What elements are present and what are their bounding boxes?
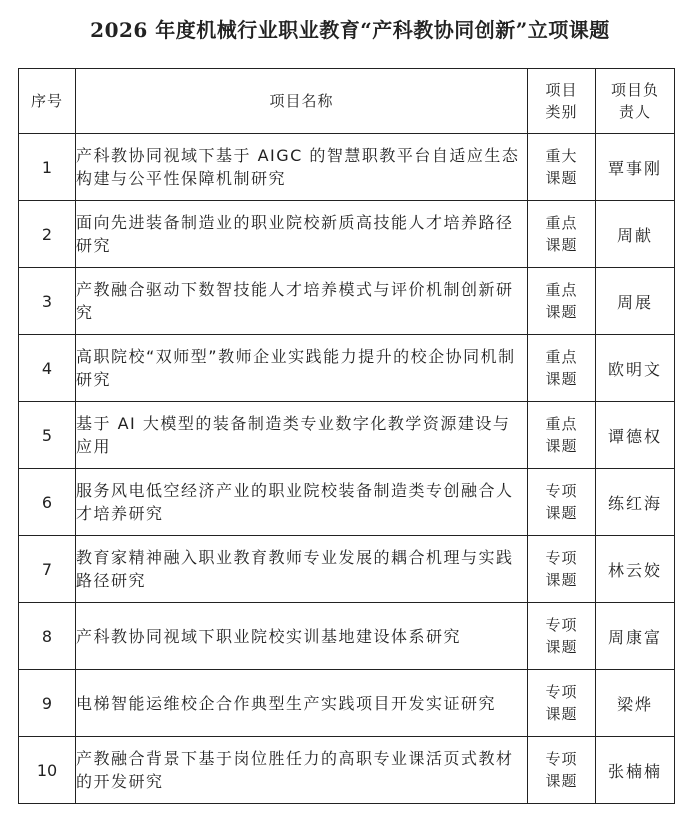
category-line: 课题 xyxy=(545,772,578,790)
category-line: 课题 xyxy=(545,169,578,187)
project-category xyxy=(528,737,596,804)
row-number: 2 xyxy=(19,201,76,268)
category-line: 重点 xyxy=(545,415,578,433)
category-line: 专项 xyxy=(545,482,578,500)
project-category xyxy=(528,469,596,536)
row-number: 6 xyxy=(19,469,76,536)
header-name: 项目名称 xyxy=(76,69,528,134)
category-line: 课题 xyxy=(545,705,578,723)
category-line: 专项 xyxy=(545,549,578,567)
project-category xyxy=(528,402,596,469)
page-title: 2026 年度机械行业职业教育“产科教协同创新”立项课题 xyxy=(90,18,610,42)
project-category xyxy=(528,536,596,603)
table-row xyxy=(19,737,675,804)
project-leader: 练红海 xyxy=(596,469,675,536)
header-no: 序号 xyxy=(19,69,76,134)
project-leader: 欧明文 xyxy=(596,335,675,402)
row-number: 1 xyxy=(19,134,76,201)
category-line: 重点 xyxy=(545,281,578,299)
category-line: 课题 xyxy=(545,303,578,321)
project-name: 电梯智能运维校企合作典型生产实践项目开发实证研究 xyxy=(76,670,528,737)
header-category-line: 类别 xyxy=(545,103,578,121)
table-row xyxy=(19,469,675,536)
project-name: 服务风电低空经济产业的职业院校装备制造类专创融合人才培养研究 xyxy=(76,469,528,536)
category-line: 课题 xyxy=(545,504,578,522)
row-number: 9 xyxy=(19,670,76,737)
table-row xyxy=(19,402,675,469)
table-header-row xyxy=(19,69,675,134)
project-name: 面向先进装备制造业的职业院校新质高技能人才培养路径研究 xyxy=(76,201,528,268)
row-number: 5 xyxy=(19,402,76,469)
project-category xyxy=(528,335,596,402)
project-leader: 周康富 xyxy=(596,603,675,670)
project-category xyxy=(528,134,596,201)
project-leader: 张楠楠 xyxy=(596,737,675,804)
project-name: 产教融合驱动下数智技能人才培养模式与评价机制创新研究 xyxy=(76,268,528,335)
row-number: 7 xyxy=(19,536,76,603)
category-line: 课题 xyxy=(545,638,578,656)
row-number: 10 xyxy=(19,737,76,804)
project-leader: 覃事刚 xyxy=(596,134,675,201)
project-leader: 周献 xyxy=(596,201,675,268)
category-line: 重点 xyxy=(545,214,578,232)
category-line: 课题 xyxy=(545,370,578,388)
project-name: 产教融合背景下基于岗位胜任力的高职专业课活页式教材的开发研究 xyxy=(76,737,528,804)
project-name: 基于 AI 大模型的装备制造类专业数字化教学资源建设与应用 xyxy=(76,402,528,469)
table-row xyxy=(19,603,675,670)
project-name: 产科教协同视域下基于 AIGC 的智慧职教平台自适应生态构建与公平性保障机制研究 xyxy=(76,134,528,201)
project-category xyxy=(528,268,596,335)
project-category xyxy=(528,603,596,670)
category-line: 专项 xyxy=(545,750,578,768)
header-leader-line: 项目负 xyxy=(610,81,659,99)
row-number: 8 xyxy=(19,603,76,670)
project-name: 产科教协同视域下职业院校实训基地建设体系研究 xyxy=(76,603,528,670)
table-row xyxy=(19,536,675,603)
project-leader: 梁烨 xyxy=(596,670,675,737)
project-leader: 林云姣 xyxy=(596,536,675,603)
header-leader-line: 责人 xyxy=(618,103,651,121)
row-number: 4 xyxy=(19,335,76,402)
project-category xyxy=(528,201,596,268)
table-row xyxy=(19,134,675,201)
header-leader xyxy=(596,69,675,134)
project-table xyxy=(18,68,675,804)
project-name: 教育家精神融入职业教育教师专业发展的耦合机理与实践路径研究 xyxy=(76,536,528,603)
category-line: 专项 xyxy=(545,683,578,701)
project-category xyxy=(528,670,596,737)
category-line: 专项 xyxy=(545,616,578,634)
category-line: 课题 xyxy=(545,571,578,589)
header-category-line: 项目 xyxy=(545,81,578,99)
category-line: 重点 xyxy=(545,348,578,366)
table-row xyxy=(19,201,675,268)
project-leader: 周展 xyxy=(596,268,675,335)
category-line: 重大 xyxy=(545,147,578,165)
category-line: 课题 xyxy=(545,236,578,254)
table-row xyxy=(19,670,675,737)
row-number: 3 xyxy=(19,268,76,335)
project-name: 高职院校“双师型”教师企业实践能力提升的校企协同机制研究 xyxy=(76,335,528,402)
header-category xyxy=(528,69,596,134)
project-leader: 谭德权 xyxy=(596,402,675,469)
table-row xyxy=(19,335,675,402)
table-row xyxy=(19,268,675,335)
category-line: 课题 xyxy=(545,437,578,455)
